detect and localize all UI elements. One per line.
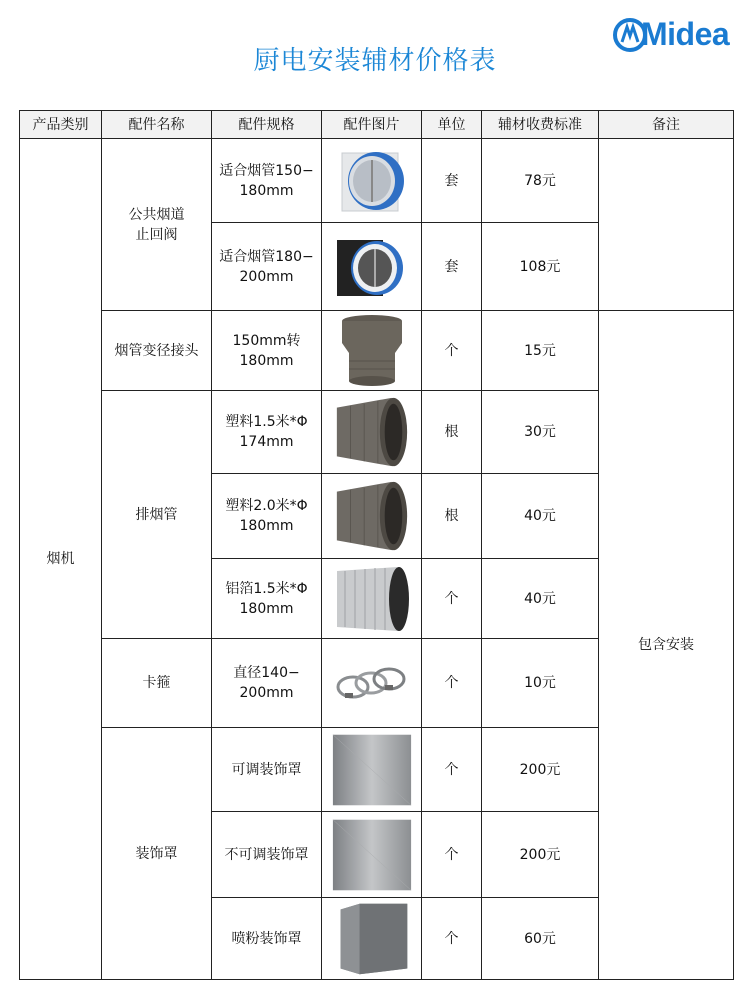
- spec-cell: 喷粉装饰罩: [212, 898, 322, 980]
- spec-cell: 不可调装饰罩: [212, 812, 322, 898]
- price-cell: 10元: [482, 639, 599, 728]
- column-header: 产品类别: [20, 111, 102, 139]
- remark-cell-empty: [599, 139, 734, 311]
- unit-cell: 套: [422, 223, 482, 311]
- price-cell: 40元: [482, 559, 599, 639]
- column-header: 配件名称: [102, 111, 212, 139]
- unit-cell: 个: [422, 559, 482, 639]
- column-header: 配件规格: [212, 111, 322, 139]
- unit-cell: 个: [422, 311, 482, 391]
- spec-cell: 直径140− 200mm: [212, 639, 322, 728]
- price-cell: 78元: [482, 139, 599, 223]
- price-cell: 200元: [482, 812, 599, 898]
- unit-cell: 个: [422, 898, 482, 980]
- page-title: 厨电安装辅材价格表: [253, 46, 497, 76]
- part-image-cell: [322, 311, 422, 391]
- part-image-cell: [322, 898, 422, 980]
- spec-cell: 适合烟管150− 180mm: [212, 139, 322, 223]
- check-valve-black-image: [331, 226, 413, 308]
- price-cell: 200元: [482, 728, 599, 812]
- hose-clamps-image: [331, 653, 413, 713]
- column-header: 辅材收费标准: [482, 111, 599, 139]
- part-image-cell: [322, 639, 422, 728]
- part-image-cell: [322, 559, 422, 639]
- part-name-cell: 卡箍: [102, 639, 212, 728]
- spec-cell: 塑料1.5米*Φ 174mm: [212, 391, 322, 474]
- unit-cell: 根: [422, 474, 482, 559]
- reducer-connector-image: [331, 313, 413, 389]
- unit-cell: 个: [422, 639, 482, 728]
- plastic-duct-image: [331, 477, 413, 555]
- table-header-row: [20, 111, 734, 139]
- unit-cell: 套: [422, 139, 482, 223]
- price-cell: 60元: [482, 898, 599, 980]
- remark-cell: 包含安装: [599, 311, 734, 980]
- spec-cell: 适合烟管180− 200mm: [212, 223, 322, 311]
- part-image-cell: [322, 139, 422, 223]
- unit-cell: 根: [422, 391, 482, 474]
- column-header: 单位: [422, 111, 482, 139]
- grey-cover-image: [331, 900, 413, 978]
- steel-cover-image: [331, 731, 413, 809]
- price-cell: 15元: [482, 311, 599, 391]
- aluminum-duct-image: [331, 561, 413, 637]
- price-cell: 108元: [482, 223, 599, 311]
- unit-cell: 个: [422, 812, 482, 898]
- column-header: 备注: [599, 111, 734, 139]
- check-valve-white-image: [331, 141, 413, 221]
- part-image-cell: [322, 474, 422, 559]
- spec-cell: 塑料2.0米*Φ 180mm: [212, 474, 322, 559]
- part-image-cell: [322, 812, 422, 898]
- price-cell: 40元: [482, 474, 599, 559]
- steel-cover-image: [331, 816, 413, 894]
- plastic-duct-image: [331, 393, 413, 471]
- logo-wordmark: Midea: [641, 16, 730, 52]
- table-row: [20, 311, 734, 391]
- category-cell: 烟机: [20, 139, 102, 980]
- part-name-cell: 公共烟道 止回阀: [102, 139, 212, 311]
- unit-cell: 个: [422, 728, 482, 812]
- part-image-cell: [322, 728, 422, 812]
- price-cell: 30元: [482, 391, 599, 474]
- spec-cell: 150mm转 180mm: [212, 311, 322, 391]
- price-table: [19, 110, 734, 980]
- part-name-cell: 烟管变径接头: [102, 311, 212, 391]
- spec-cell: 可调装饰罩: [212, 728, 322, 812]
- part-name-cell: 排烟管: [102, 391, 212, 639]
- column-header: 配件图片: [322, 111, 422, 139]
- spec-cell: 铝箔1.5米*Φ 180mm: [212, 559, 322, 639]
- part-image-cell: [322, 391, 422, 474]
- table-row: [20, 139, 734, 223]
- midea-logo: [612, 14, 740, 56]
- part-image-cell: [322, 223, 422, 311]
- part-name-cell: 装饰罩: [102, 728, 212, 980]
